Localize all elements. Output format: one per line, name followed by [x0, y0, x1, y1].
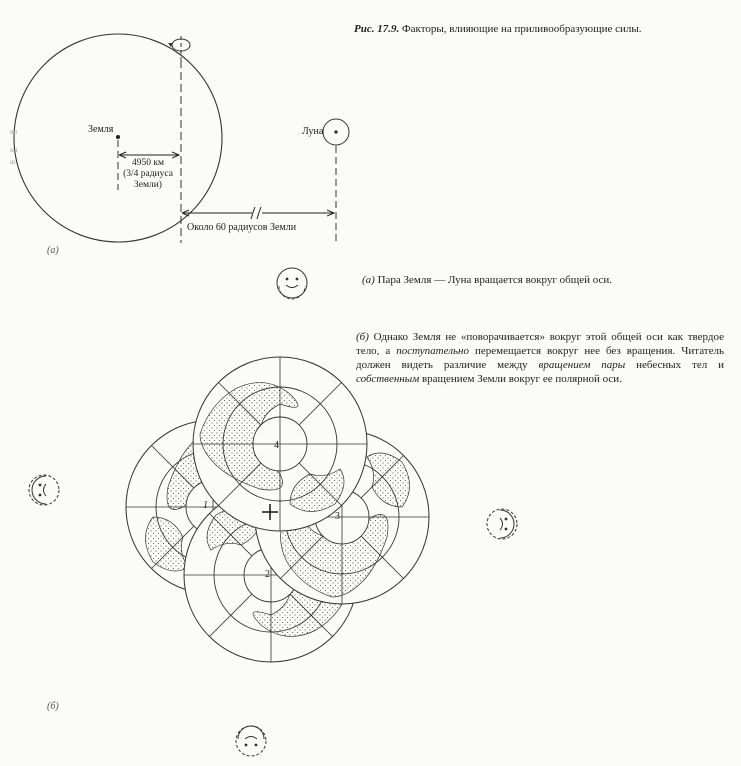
moon-label: Луна	[302, 126, 324, 137]
figure-title: Факторы, влияющие на приливообразующие силы.	[401, 23, 642, 35]
panel-b-caption	[356, 330, 724, 386]
margin-mark-2: ил	[10, 146, 18, 154]
earth-label: Земля	[88, 124, 114, 135]
rotation-arrow-icon	[168, 36, 190, 60]
offset-label-line2: (3/4 радиуса	[123, 169, 173, 179]
moon-center-dot	[334, 130, 337, 133]
figure-label: Рис. 17.9.	[354, 23, 400, 35]
position-number-1: 1	[203, 500, 208, 511]
moon-face-icon-top	[277, 268, 307, 299]
panel-b-caption-letter: (б)	[356, 331, 369, 343]
panel-a-caption-text: Пара Земля — Луна вращается вокруг общей оси.	[377, 274, 613, 286]
panel-b-caption-p3: небесных тел и	[625, 359, 725, 371]
position-number-4: 4	[274, 440, 279, 451]
margin-mark-1: ян	[10, 128, 17, 136]
moon-face-icon-left	[29, 475, 59, 505]
moon-face-icon-bottom	[236, 726, 266, 756]
panel-b-diagram	[126, 357, 429, 662]
panel-a-diagram	[14, 34, 349, 243]
position-number-2: 2	[265, 569, 270, 580]
offset-label-line3: Земли)	[134, 180, 162, 190]
panel-b-caption-p2: перемещается вокруг нее без вращения. Читатель должен видеть различие между	[356, 345, 724, 371]
earth-center-dot	[116, 135, 120, 139]
panel-b-caption-p4: вращением Земли вокруг ее полярной оси.	[419, 373, 622, 385]
position-number-3: 3	[335, 511, 340, 522]
disc-position-4	[193, 357, 367, 531]
panel-b-caption-em1: поступательно	[396, 345, 469, 357]
panel-b-caption-p1: Однако Земля не «поворачивается» вокруг этой общей оси как твердое тело, а	[356, 331, 725, 357]
offset-label-line1: 4950 км	[131, 158, 164, 168]
offset-label	[118, 158, 178, 191]
panel-a-caption-letter: (а)	[362, 274, 375, 286]
panel-a-caption	[362, 273, 722, 287]
figure-caption	[354, 22, 724, 36]
distance-label: Около 60 радиусов Земли	[187, 222, 297, 233]
panel-b-caption-em2: вращением пары	[538, 359, 626, 371]
panel-b-caption-em3: собственным	[356, 373, 420, 385]
moon-face-icon-right	[487, 509, 517, 539]
panel-b-letter: (б)	[47, 701, 59, 712]
distance-break-mark	[251, 207, 261, 219]
margin-mark-3: ш	[10, 158, 16, 166]
panel-a-letter: (а)	[47, 245, 59, 256]
